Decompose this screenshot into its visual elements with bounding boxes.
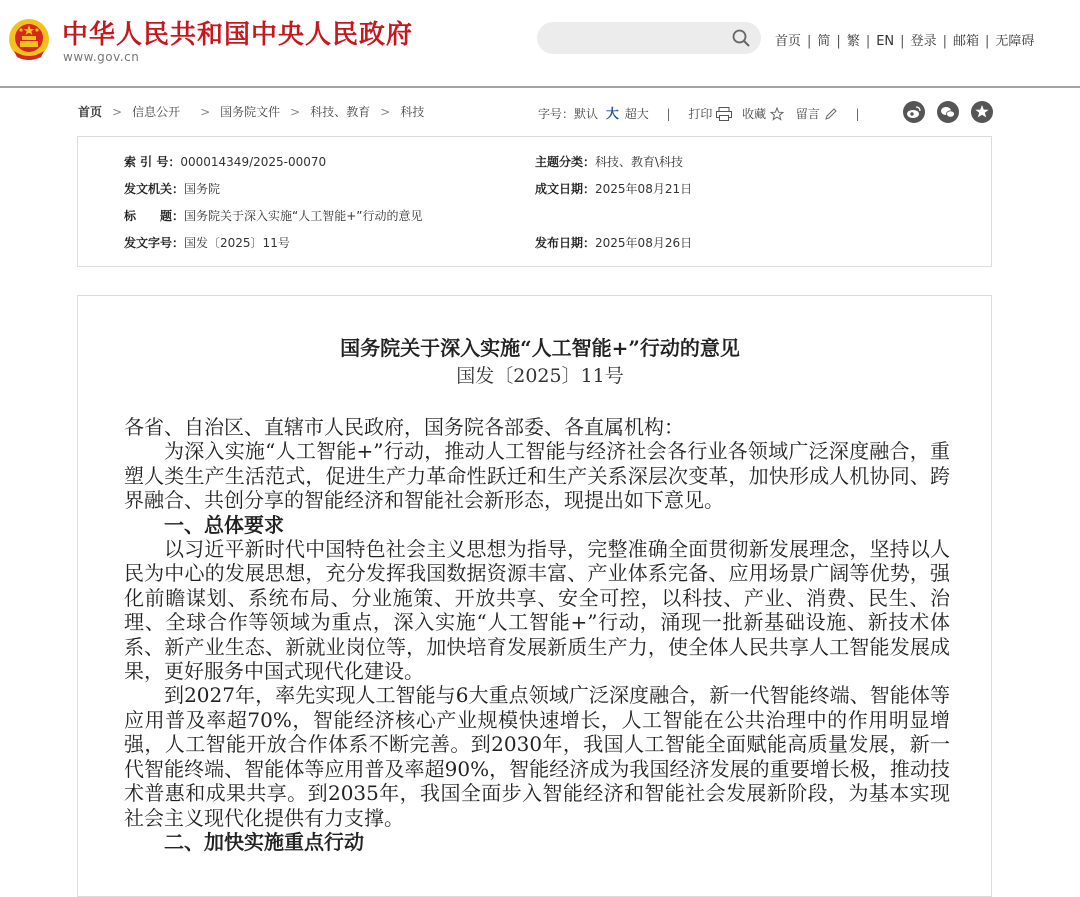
chevron-right-icon: > (380, 105, 391, 119)
chevron-right-icon: > (112, 105, 123, 119)
breadcrumb-info-public[interactable]: 信息公开 (132, 105, 181, 119)
meta-created (535, 180, 692, 197)
meta-title-label: 标 题： (124, 209, 185, 223)
meta-issuer (124, 180, 220, 197)
wechat-share-icon[interactable] (937, 101, 959, 123)
article-paragraph: 到2027年，率先实现人工智能与6大重点领域广泛深度融合，新一代智能终端、智能体等应用普及率超70%，智能经济核心产业规模快速增长，人工智能在公共治理中的作用明显增强，人工智能开放合作体系不断完善。到2030年，我国人工智能全面赋能高质量发展，新一代智能终端、智能体等应用普及率超90%，智能经济成为我国经济发展的重要增长极，推动技术普惠和成果共享。到2035年，我国全面步入智能经济和智能社会发展新阶段，为基本实现社会主义现代化提供有力支撑。 (124, 683, 950, 830)
article-paragraph: 为深入实施“人工智能+”行动，推动人工智能与经济社会各行业各领域广泛深度融合，重塑人类生产生活范式，促进生产力革命性跃迁和生产关系深层次变革，加快形成人机协同、跨界融合、共创分享的智能经济和智能社会新形态，现提出如下意见。 (124, 439, 950, 513)
comment-button[interactable] (796, 107, 842, 121)
divider: | (666, 107, 671, 121)
national-emblem-logo[interactable] (8, 17, 50, 61)
top-link-mail[interactable]: 邮箱 (952, 34, 979, 49)
printer-icon (716, 107, 732, 121)
meta-published-value: 2025年08月26日 (595, 236, 693, 250)
article-body (124, 415, 950, 854)
divider: | (942, 34, 947, 49)
font-default-button[interactable]: 默认 (574, 107, 599, 121)
article-paragraph: 以习近平新时代中国特色社会主义思想为指导，完整准确全面贯彻新发展理念，坚持以人民为中心的发展思想，充分发挥我国数据资源丰富、产业体系完备、应用场景广阔等优势，强化前瞻谋划、系统布局、分业施策、开放共享、安全可控，以科技、产业、消费、民生、治理、全球合作等领域为重点，深入实施“人工智能+”行动，涌现一批新基础设施、新技术体系、新产业生态、新就业岗位等，加快培育发展新质生产力，使全体人民共享人工智能发展成果，更好服务中国式现代化建设。 (124, 537, 950, 684)
breadcrumb (78, 103, 424, 120)
font-size-label: 字号： (538, 107, 575, 121)
article-section-heading: 二、加快实施重点行动 (164, 829, 364, 854)
site-title[interactable]: 中华人民共和国中央人民政府 (62, 20, 414, 50)
meta-created-label: 成文日期： (535, 182, 596, 196)
top-link-accessibility[interactable]: 无障碍 (995, 34, 1035, 49)
favorite-button[interactable] (742, 107, 788, 121)
top-link-home[interactable]: 首页 (775, 34, 802, 49)
font-big-button[interactable]: 大 (605, 107, 619, 122)
divider: | (807, 34, 812, 49)
comment-label: 留言 (795, 107, 820, 121)
divider: | (984, 34, 990, 49)
meta-category-value: 科技、教育\科技 (595, 155, 684, 169)
star-icon (770, 107, 784, 121)
print-button[interactable] (688, 107, 736, 121)
chevron-right-icon: > (290, 105, 301, 119)
top-links (775, 30, 1034, 49)
meta-index (124, 153, 326, 170)
meta-index-label: 索 引 号： (124, 155, 181, 169)
article-salutation: 各省、自治区、直辖市人民政府，国务院各部委、各直属机构： (124, 415, 684, 439)
document-metadata-panel (77, 136, 992, 267)
divider: | (900, 34, 905, 49)
site-url: www.gov.cn (63, 50, 140, 64)
article-tools (538, 103, 873, 122)
font-bigger-button[interactable]: 超大 (624, 107, 649, 121)
meta-category (535, 153, 683, 170)
article-section-heading: 一、总体要求 (164, 512, 284, 537)
divider: | (865, 34, 871, 49)
article-doc-number: 国发〔2025〕11号 (456, 365, 624, 387)
breadcrumb-sci[interactable]: 科技 (400, 105, 425, 119)
breadcrumb-sci-edu[interactable]: 科技、教育 (310, 105, 371, 119)
meta-issuer-label: 发文机关： (124, 182, 185, 196)
meta-published-label: 发布日期： (535, 236, 596, 250)
divider: | (855, 107, 860, 121)
search-icon[interactable] (731, 28, 751, 48)
meta-docno (124, 234, 290, 251)
weibo-share-icon[interactable] (903, 101, 925, 123)
pencil-icon (824, 107, 838, 121)
print-label: 打印 (688, 107, 713, 121)
meta-title-value: 国务院关于深入实施“人工智能+”行动的意见 (184, 209, 423, 223)
article-title: 国务院关于深入实施“人工智能+”行动的意见 (340, 336, 740, 360)
chevron-right-icon: > (200, 105, 211, 119)
search-input[interactable] (537, 22, 761, 54)
site-header (0, 0, 1080, 88)
top-link-login[interactable]: 登录 (910, 34, 937, 49)
breadcrumb-home[interactable]: 首页 (78, 105, 103, 119)
meta-title (124, 207, 423, 224)
favorite-label: 收藏 (742, 107, 767, 121)
meta-issuer-value: 国务院 (184, 182, 221, 196)
top-link-traditional[interactable]: 繁 (846, 34, 860, 49)
breadcrumb-state-council-docs[interactable]: 国务院文件 (220, 105, 281, 119)
meta-created-value: 2025年08月21日 (595, 182, 693, 196)
meta-index-value: 000014349/2025-00070 (180, 155, 327, 169)
top-link-english[interactable]: EN (876, 34, 895, 49)
meta-published (535, 234, 692, 251)
meta-category-label: 主题分类： (535, 155, 596, 169)
meta-docno-value: 国发〔2025〕11号 (184, 236, 290, 250)
meta-docno-label: 发文字号： (124, 236, 185, 250)
top-link-simplified[interactable]: 简 (817, 34, 831, 49)
favorite-share-icon[interactable] (971, 101, 993, 123)
divider: | (836, 34, 841, 49)
